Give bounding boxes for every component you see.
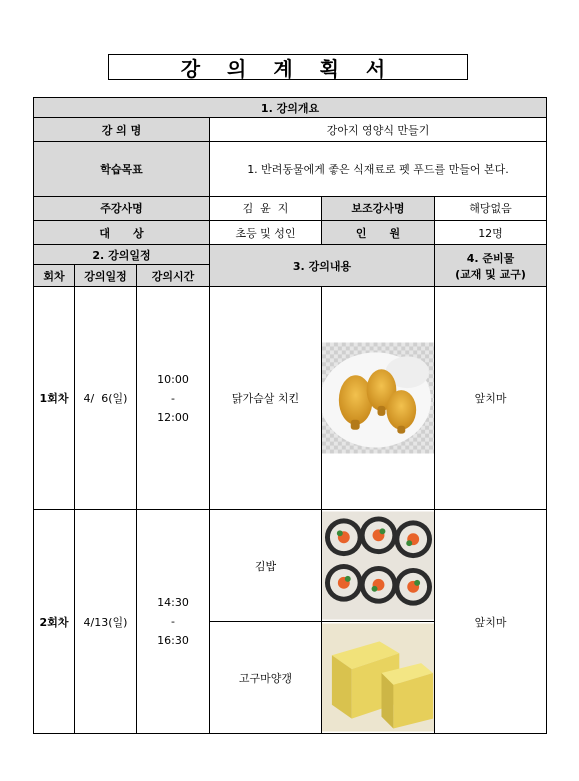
section4-heading-line2: (교재 및 교구) [455,267,526,281]
objective: 1. 반려동물에게 좋은 식재료로 펫 푸드를 만들어 본다. [210,142,547,196]
time-start: 10:00 [157,372,189,386]
content-text: 닭가슴살 치킨 [210,287,322,510]
time-separator: - [171,391,175,405]
section4-heading-line1: 4. 준비물 [466,251,515,265]
kimbap-photo [322,510,435,622]
sweet-potato-yanggaeng-photo [322,622,435,734]
kimbap-image [322,511,434,620]
session-row [34,510,547,622]
fried-chicken-image [322,342,434,454]
session-date: 4/ 6(일) [75,287,137,510]
content-text: 고구마양갱 [210,622,322,734]
time-separator: - [171,615,175,629]
target-label: 대 상 [34,220,210,244]
objective-label: 학습목표 [34,142,210,196]
content-text: 김밥 [210,510,322,622]
section4-heading [435,245,547,287]
time-end: 12:00 [157,410,189,424]
assistant-name: 해당없음 [435,196,547,220]
document-title: 강 의 계 획 서 [108,54,468,80]
col-session-header: 회차 [34,265,75,287]
instructor-name: 김 윤 지 [210,196,322,220]
session-row [34,287,547,510]
materials: 앞치마 [435,287,547,510]
section3-heading: 3. 강의내용 [210,245,435,287]
course-name-label: 강 의 명 [34,118,210,142]
lecture-plan-table [33,97,547,734]
session-number: 1회차 [34,287,75,510]
instructor-label: 주강사명 [34,196,210,220]
session-date: 4/13(일) [75,510,137,734]
col-date-header: 강의일정 [75,265,137,287]
yanggaeng-image [322,623,434,732]
count-label: 인 원 [322,220,435,244]
materials: 앞치마 [435,510,547,734]
target-value: 초등 및 성인 [210,220,322,244]
fried-chicken-photo [322,287,435,510]
count-value: 12명 [435,220,547,244]
time-start: 14:30 [157,596,189,610]
session-time [137,510,210,734]
time-end: 16:30 [157,634,189,648]
section1-heading: 1. 강의개요 [34,98,547,118]
course-name: 강아지 영양식 만들기 [210,118,547,142]
session-number: 2회차 [34,510,75,734]
section2-heading: 2. 강의일정 [34,245,210,265]
col-time-header: 강의시간 [137,265,210,287]
assistant-label: 보조강사명 [322,196,435,220]
session-time [137,287,210,510]
